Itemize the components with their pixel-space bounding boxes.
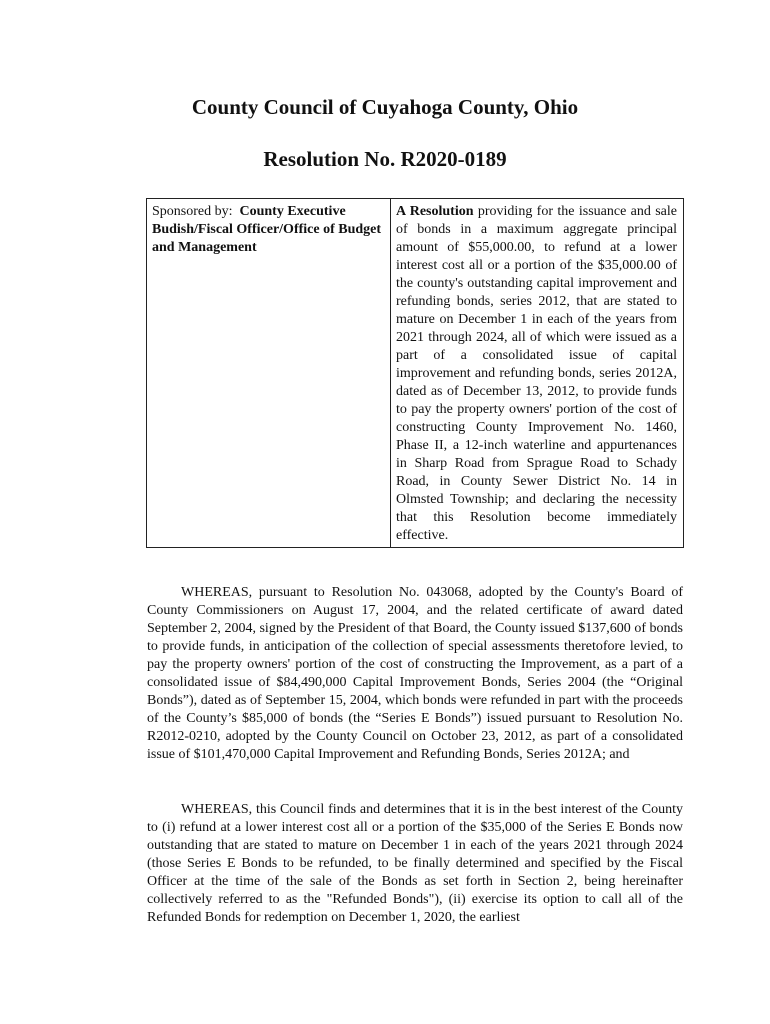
sponsor-table-row [147,199,684,548]
sponsor-table [146,198,684,548]
resolution-summary-cell [391,199,684,548]
page-title: County Council of Cuyahoga County, Ohio [191,95,579,119]
sponsor-label: Sponsored by: [152,204,233,219]
resolution-lead: A Resolution [396,204,474,219]
whereas-paragraph-1: WHEREAS, pursuant to Resolution No. 043068, adopted by the County's Board of County Commissioners on August 17, 2004, and the related certificate of award dated September 2, 2004, signed by the President of that Board, the County issued $137,600 of bonds to provide funds, in anticipation of the collection of special assessments theretofore levied, to pay the property owners' portion of the cost of constructing the Improvement, as a part of a consolidated issue of $84,490,000 Capital Improvement Bonds, Series 2004 (the “Original Bonds”), dated as of September 15, 2004, which bonds were refunded in part with the proceeds of the County’s $85,000 of bonds (the “Series E Bonds”) issued pursuant to Resolution No. R2012-0210, adopted by the County Council on October 23, 2012, as part of a consolidated issue of $101,470,000 Capital Improvement and Refunding Bonds, Series 2012A; and [147,585,683,762]
sponsor-name: County Executive Budish/Fiscal Officer/Office of Budget and Management [152,204,382,255]
whereas-paragraph-2: WHEREAS, this Council finds and determines that it is in the best interest of the County to (i) refund at a lower interest cost all or a portion of the $35,000 of the Series E Bonds now outstanding that are stated to mature on December 1 in each of the years 2021 through 2024 (those Series E Bonds to be refunded, to be finally determined and specified by the Fiscal Officer at the time of the sale of the Bonds as set forth in Section 2, being hereinafter collectively referred to as the "Refunded Bonds"), (ii) exercise its option to call all of the Refunded Bonds for redemption on December 1, 2020, the earliest [147,802,683,925]
resolution-number: Resolution No. R2020-0189 [263,147,507,171]
sponsor-cell [147,199,391,548]
resolution-summary-text: providing for the issuance and sale of bonds in a maximum aggregate principal amount of $55,000.00, to refund at a lower interest cost all or a portion of the $35,000.00 of the county's outstanding capital improvement and refunding bonds, series 2012, that are stated to mature on December 1 in each of the years from 2021 through 2024, all of which were issued as a part of a consolidated issue of capital improvement and refunding bonds, series 2012A, dated as of December 13, 2012, to provide funds to pay the property owners' portion of the cost of constructing County Improvement No. 1460, Phase II, a 12-inch waterline and appurtenances in Sharp Road from Sprague Road to Schady Road, in County Sewer District No. 14 in Olmsted Township; and declaring the necessity that this Resolution become immediately effective. [396,204,678,543]
